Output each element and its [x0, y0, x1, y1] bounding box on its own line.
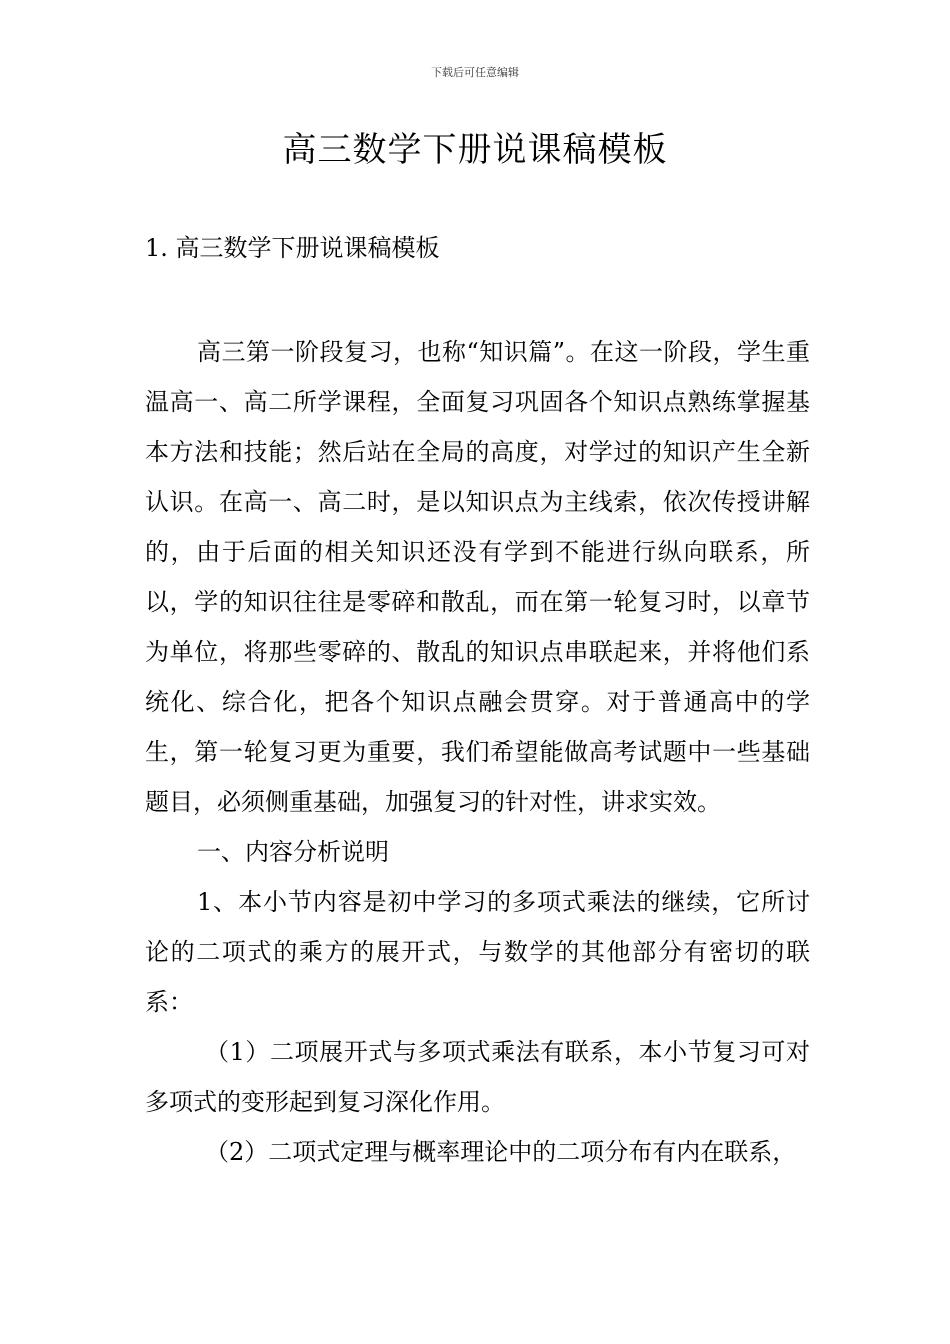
item-1-sub-1-paragraph: （1）二项展开式与多项式乘法有联系，本小节复习可对多项式的变形起到复习深化作用。: [145, 1038, 810, 1116]
document-body: [145, 327, 810, 1177]
content-analysis-heading: 一、内容分析说明: [197, 838, 389, 866]
document-title: 高三数学下册说课稿模板: [282, 130, 668, 170]
item-1-sub-2-paragraph: （2）二项式定理与概率理论中的二项分布有内在联系，: [205, 1138, 797, 1166]
intro-paragraph: 高三第一阶段复习，也称“知识篇”。在这一阶段，学生重温高一、高二所学课程，全面复习巩固各个知识点熟练掌握基本方法和技能；然后站在全局的高度，对学过的知识产生全新认识。在高一、高二时，是以知识点为主线索，依次传授讲解的，由于后面的相关知识还没有学到不能进行纵向联系，所以，学的知识往往是零碎和散乱，而在第一轮复习时，以章节为单位，将那些零碎的、散乱的知识点串联起来，并将他们系统化、综合化，把各个知识点融会贯穿。对于普通高中的学生，第一轮复习更为重要，我们希望能做高考试题中一些基础题目，必须侧重基础，加强复习的针对性，讲求实效。: [145, 338, 810, 816]
section-heading: 1. 高三数学下册说课稿模板: [145, 234, 440, 262]
item-1-paragraph: 1、本小节内容是初中学习的多项式乘法的继续，它所讨论的二项式的乘方的展开式，与数学的其他部分有密切的联系：: [145, 888, 810, 1016]
header-note: 下载后可任意编辑: [431, 66, 519, 79]
